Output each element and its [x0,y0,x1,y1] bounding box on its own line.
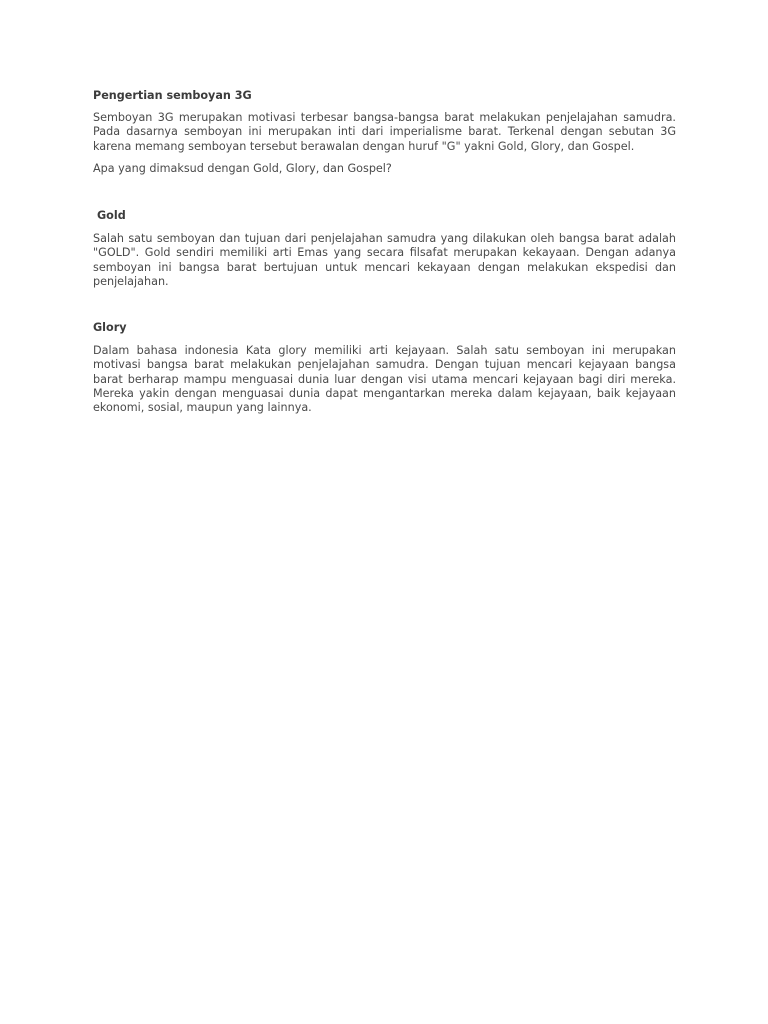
page-title: Pengertian semboyan 3G [93,89,252,102]
intro-paragraph: Semboyan 3G merupakan motivasi terbesar bangsa-bangsa barat melakukan penjelajahan samudra. Pada dasarnya semboyan ini merupakan inti dari imperialisme barat. Terkenal dengan sebutan 3G karena memang semboyan tersebut berawalan dengan huruf "G" yakni Gold, Glory, dan Gospel. [93,111,676,153]
document-content [93,80,676,415]
section-heading-gold: Gold [97,209,126,223]
section-body-glory: Dalam bahasa indonesia Kata glory memiliki arti kejayaan. Salah satu semboyan ini merupakan motivasi bangsa barat melakukan penjelajahan samudra. Dengan tujuan mencari kejayaan bangsa barat berharap mampu menguasai dunia luar dengan visi utama mencari kejayaan bagi diri mereka. Mereka yakin dengan menguasai dunia dapat mengantarkan mereka dalam kejayaan, baik kejayaan ekonomi, sosial, maupun yang lainnya. [93,344,676,415]
question-paragraph: Apa yang dimaksud dengan Gold, Glory, dan Gospel? [93,161,392,175]
section-heading-glory: Glory [93,321,127,335]
section-body-gold: Salah satu semboyan dan tujuan dari penjelajahan samudra yang dilakukan oleh bangsa barat adalah "GOLD". Gold sendiri memiliki arti Emas yang secara filsafat merupakan kekayaan. Dengan adanya semboyan ini bangsa barat bertujuan untuk mencari kekayaan dengan melakukan ekspedisi dan penjelajahan. [93,232,676,288]
